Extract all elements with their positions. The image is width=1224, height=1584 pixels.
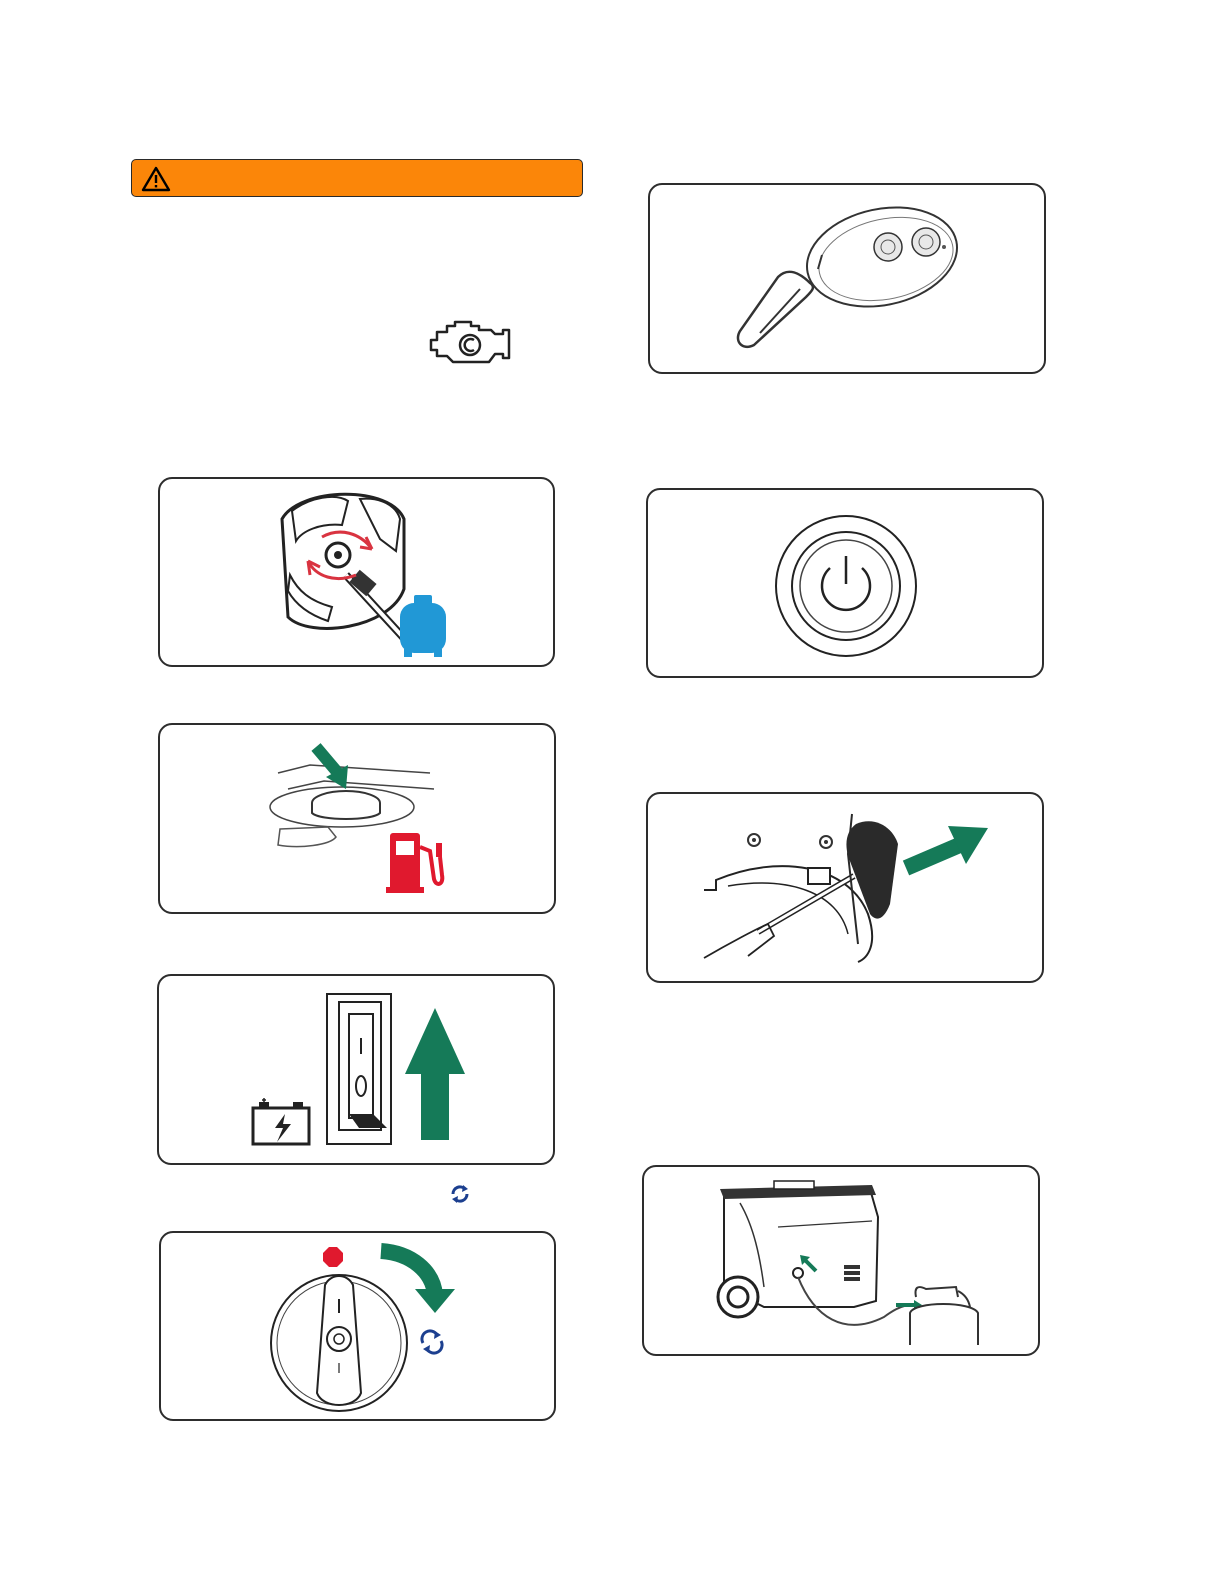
warning-banner (131, 159, 583, 197)
battery-switch-panel (157, 974, 555, 1165)
generator-icon (718, 1181, 878, 1317)
battery-icon (253, 1098, 309, 1144)
recoil-start-panel (646, 792, 1044, 983)
remote-key-fob-icon (650, 185, 1046, 374)
propane-valve-drawing (160, 479, 555, 667)
propane-valve-panel (158, 477, 555, 667)
fuel-cap-drawing (160, 725, 556, 914)
lpg-connection-drawing (644, 1167, 1040, 1356)
engine-dial-panel (159, 1231, 556, 1421)
lpg-connection-panel (642, 1165, 1040, 1356)
remote-fob-panel (648, 183, 1046, 374)
power-button-panel (646, 488, 1044, 678)
run-icon (422, 1331, 442, 1353)
propane-tank-icon (400, 595, 446, 657)
fuel-pump-icon (386, 833, 442, 893)
warning-triangle-icon (141, 166, 171, 192)
sync-icon (449, 1183, 471, 1205)
check-engine-icon (425, 318, 515, 366)
stop-icon (323, 1247, 343, 1267)
fuel-cap-panel (158, 723, 556, 914)
battery-switch-drawing (159, 976, 555, 1165)
engine-dial-drawing (161, 1233, 556, 1421)
recoil-start-drawing (648, 794, 1044, 983)
power-icon (648, 490, 1044, 678)
